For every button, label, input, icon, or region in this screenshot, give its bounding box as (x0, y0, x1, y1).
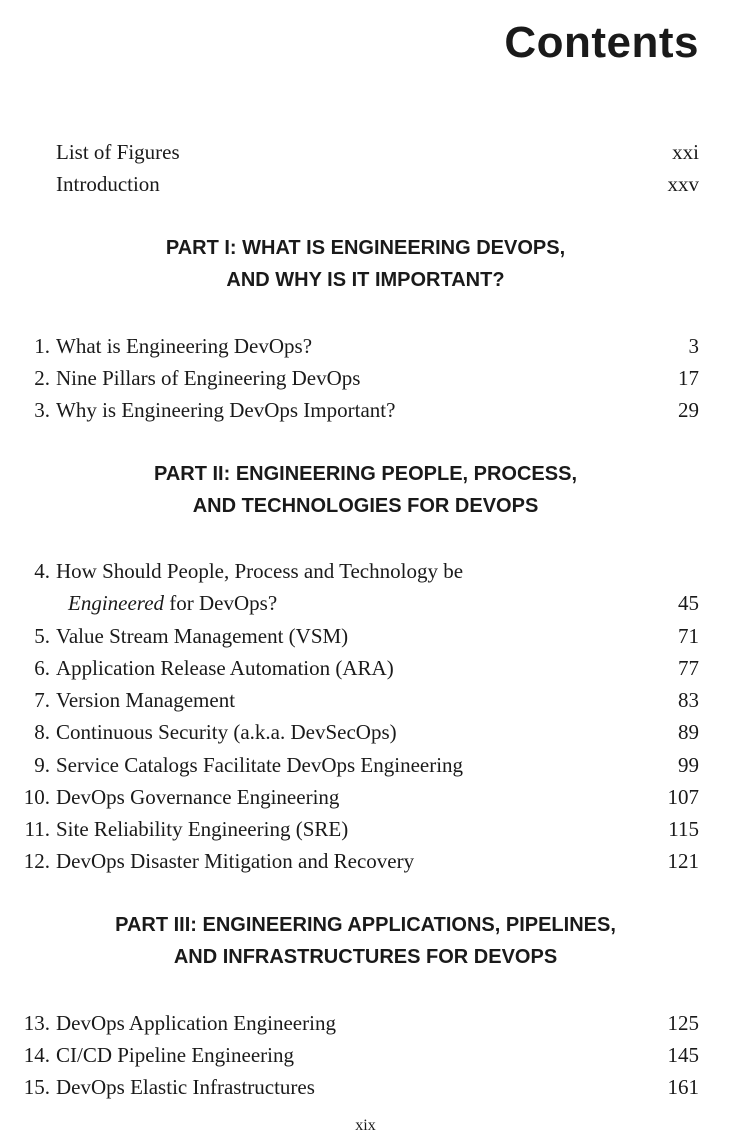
chapter-title: Nine Pillars of Engineering DevOps (56, 366, 361, 390)
toc-entry-introduction[interactable] (0, 169, 731, 199)
chapter-page: 17 (678, 366, 699, 390)
toc-entry-chapter-12[interactable] (0, 846, 731, 876)
part-heading-line: AND TECHNOLOGIES FOR DEVOPS (192, 495, 539, 517)
part-heading-line: AND INFRASTRUCTURES FOR DEVOPS (173, 946, 558, 968)
page-number: xix (355, 1117, 376, 1134)
chapter-title: How Should People, Process and Technology be (56, 559, 464, 583)
chapter-number: 8. (34, 720, 50, 744)
toc-entry-chapter-5[interactable] (0, 621, 731, 651)
chapter-title-continued (68, 588, 277, 618)
chapter-number: 3. (34, 398, 50, 422)
chapter-title: What is Engineering DevOps? (56, 334, 313, 358)
chapter-number: 10. (23, 785, 50, 809)
chapter-title: Site Reliability Engineering (SRE) (56, 817, 349, 841)
page-title: Contents (504, 18, 699, 67)
toc-entry-chapter-4[interactable] (0, 556, 731, 586)
chapter-page: 121 (667, 849, 699, 873)
toc-entry-chapter-11[interactable] (0, 814, 731, 844)
chapter-page: 125 (667, 1011, 699, 1035)
part-heading-line: PART I: WHAT IS ENGINEERING DEVOPS, (165, 237, 566, 259)
chapter-page: 107 (667, 785, 699, 809)
chapter-page: 161 (667, 1075, 699, 1099)
chapter-title: DevOps Disaster Mitigation and Recovery (56, 849, 415, 873)
part-heading-line: PART II: ENGINEERING PEOPLE, PROCESS, (153, 463, 578, 485)
toc-entry-chapter-15[interactable] (0, 1072, 731, 1102)
part-heading-3 (0, 909, 731, 973)
chapter-page: 3 (688, 334, 699, 358)
toc-entry-chapter-8[interactable] (0, 717, 731, 747)
toc-entry-page: xxv (667, 172, 699, 196)
toc-entry-chapter-13[interactable] (0, 1008, 731, 1038)
chapter-number: 13. (23, 1011, 50, 1035)
chapter-title: Why is Engineering DevOps Important? (56, 398, 396, 422)
toc-entry-chapter-3[interactable] (0, 395, 731, 425)
toc-entry-chapter-4-continued[interactable] (0, 588, 731, 618)
toc-entry-label: Introduction (56, 172, 160, 196)
part-heading-1 (0, 232, 731, 296)
chapter-title: Value Stream Management (VSM) (56, 624, 349, 648)
chapter-number: 6. (34, 656, 50, 680)
chapter-number: 2. (34, 366, 50, 390)
chapter-title: DevOps Governance Engineering (56, 785, 340, 809)
toc-entry-chapter-14[interactable] (0, 1040, 731, 1070)
chapter-number: 5. (34, 624, 50, 648)
toc-entry-chapter-9[interactable] (0, 750, 731, 780)
part-heading-line: PART III: ENGINEERING APPLICATIONS, PIPELINES, (115, 914, 616, 936)
part-heading-line: AND WHY IS IT IMPORTANT? (226, 269, 505, 291)
chapter-page: 29 (678, 398, 699, 422)
part-heading-2 (0, 458, 731, 522)
chapter-number: 9. (34, 753, 50, 777)
chapter-title: Continuous Security (a.k.a. DevSecOps) (56, 720, 397, 744)
toc-entry-page: xxi (672, 140, 699, 164)
chapter-page: 99 (678, 753, 699, 777)
toc-entry-list-of-figures[interactable] (0, 137, 731, 167)
chapter-page: 83 (678, 688, 699, 712)
chapter-number: 4. (34, 559, 50, 583)
chapter-title: CI/CD Pipeline Engineering (56, 1043, 294, 1067)
chapter-page: 115 (668, 817, 699, 841)
chapter-page: 45 (678, 591, 699, 615)
toc-entry-chapter-1[interactable] (0, 331, 731, 361)
toc-entry-label: List of Figures (56, 140, 180, 164)
chapter-page: 145 (667, 1043, 699, 1067)
toc-entry-chapter-2[interactable] (0, 363, 731, 393)
chapter-title: DevOps Application Engineering (56, 1011, 336, 1035)
chapter-number: 7. (34, 688, 50, 712)
chapter-title: Service Catalogs Facilitate DevOps Engineering (56, 753, 464, 777)
toc-entry-chapter-6[interactable] (0, 653, 731, 683)
chapter-number: 14. (23, 1043, 50, 1067)
chapter-page: 89 (678, 720, 699, 744)
chapter-title-italic: Engineered (68, 591, 165, 615)
chapter-title: Application Release Automation (ARA) (56, 656, 394, 680)
chapter-title: DevOps Elastic Infrastructures (56, 1075, 315, 1099)
chapter-title: Version Management (56, 688, 236, 712)
chapter-title-rest: for DevOps? (164, 591, 278, 615)
chapter-page: 71 (678, 624, 699, 648)
chapter-page: 77 (678, 656, 699, 680)
chapter-number: 1. (34, 334, 50, 358)
toc-entry-chapter-10[interactable] (0, 782, 731, 812)
toc-entry-chapter-7[interactable] (0, 685, 731, 715)
chapter-number: 11. (24, 817, 50, 841)
chapter-number: 15. (23, 1075, 50, 1099)
chapter-number: 12. (23, 849, 50, 873)
